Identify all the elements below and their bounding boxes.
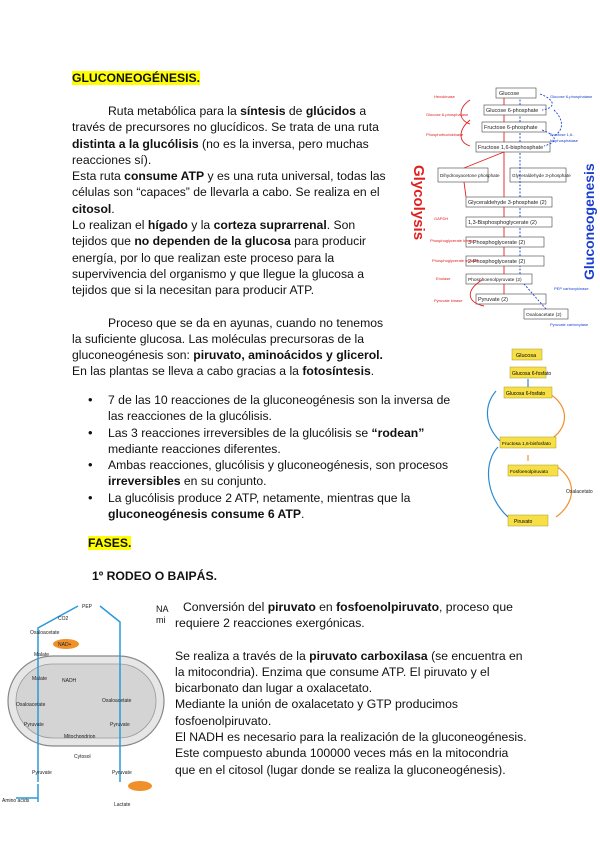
box-label: Piruvato (514, 519, 533, 525)
box-label: Dihydroxyacetone phosphate (440, 173, 500, 178)
box-label: Glucose 6-phosphate (486, 108, 539, 114)
fase1-paragraph-1: Conversión del piruvato en fosfoenolpiruvato, proceso que requiere 2 reacciones exergónicas. (175, 600, 513, 631)
box-label: 1,3-Bisphosphoglycerate (2) (468, 220, 537, 226)
box-label: Pyruvate (2) (478, 297, 508, 303)
list-item: • 7 de las 10 reacciones de la gluconeogénesis son la inversa de las reacciones de la glucólisis. (76, 392, 454, 425)
diagram-label: Pyruvate (112, 770, 132, 776)
fase1-paragraph-4: El NADH es necesario para la realización de la gluconeogénesis. Este compuesto abunda 100000 veces más en la mitocondria que en el citosol (lugar donde se realiza la gluconeogénesis). (175, 730, 527, 777)
svg-text:PEP carboxykinase: PEP carboxykinase (554, 286, 589, 291)
fase1-paragraph-3: Mediante la unión de oxalacetato y GTP producimos fosfoenolpiruvato. (175, 697, 458, 728)
list-item: • Ambas reacciones, glucólisis y gluconeogénesis, son procesos irreversibles en su conjunto. (76, 457, 454, 490)
gluconeogenesis-label: Gluconeogenesis (581, 163, 597, 280)
fase1-paragraph-2: Se realiza a través de la piruvato carboxilasa (se encuentra en la mitocondria). Enzima que consume ATP. El piruvato y el bicarbonato dan lugar a oxalacetato. (175, 648, 523, 696)
side-fragment: NA mi (156, 604, 169, 625)
diagram-label: Oxaloacetate (30, 630, 60, 636)
diagram-label: Pyruvate (24, 722, 44, 728)
svg-text:GAPDH: GAPDH (434, 216, 449, 221)
intro-paragraph-1: Ruta metabólica para la síntesis de glúcidos a través de precursores no glucídicos. Se trata de una ruta distinta a la glucólisis (no es la inversa, pero muchas reacciones sí). (72, 104, 379, 167)
box-label: Glyceraldehyde 3-phosphate (2) (468, 200, 547, 206)
mitochondrion-diagram (2, 598, 172, 808)
svg-text:Enolase: Enolase (436, 276, 451, 281)
diagram-label: Malate (34, 652, 50, 658)
svg-text:Phosphoglycerate mutase: Phosphoglycerate mutase (432, 258, 479, 263)
diagram-label: Lactate (114, 802, 131, 808)
diagram-label: Oxaloacetate (102, 698, 132, 704)
box-label: Fructose 1,6-bisphosphate (478, 145, 544, 151)
box-label: Fructose 6-phosphate (484, 125, 538, 131)
box-label: Glucose (499, 91, 520, 97)
box-label: Fosfoenolpiruvato (510, 470, 549, 475)
intro-section (72, 103, 392, 380)
box-label: 2-Phosphoglycerate (2) (468, 259, 526, 265)
list-item: • Las 3 reacciones irreversibles de la glucólisis se “rodean” mediante reacciones diferentes. (76, 425, 454, 458)
fase1-heading: 1º RODEO O BAIPÁS. (92, 569, 217, 583)
list-item: • La glucólisis produce 2 ATP, netamente, mientras que la gluconeogénesis consume 6 ATP. (76, 490, 454, 523)
svg-text:Pyruvate kinase: Pyruvate kinase (434, 298, 463, 303)
svg-text:Pyruvate carboxylase: Pyruvate carboxylase (550, 322, 589, 327)
box-label: Glucosa 6-fosfato (506, 391, 546, 397)
fases-heading: FASES. (88, 536, 132, 550)
diagram-label: PEP (82, 604, 93, 610)
svg-text:Glucose 6-phosphatase: Glucose 6-phosphatase (550, 94, 593, 99)
bullet-list (76, 392, 454, 522)
intro-paragraph-3: Lo realizan el hígado y la corteza suprarrenal. Son tejidos que no dependen de la glucosa para producir energía, por lo que realizan este proceso para la supervivencia del organismo y que llegue la glucosa a tejidos que si la necesitan para producir ATP. (72, 218, 366, 298)
fase1-section (175, 599, 527, 778)
box-label: Fructosa 1,6-bisfosfato (502, 442, 551, 447)
svg-text:Fructose 1,6-: Fructose 1,6- (550, 132, 574, 137)
svg-text:Phosphofructokinase: Phosphofructokinase (426, 132, 464, 137)
box-label: Glucosa (516, 353, 537, 359)
diagram-label: Malate (32, 676, 48, 682)
diagram-label: CO2 (58, 616, 69, 622)
diagram-label: Pyruvate (32, 770, 52, 776)
diagram-label: Pyruvate (110, 722, 130, 728)
intro-paragraph-4: Proceso que se da en ayunas, cuando no tenemos la suficiente glucosa. Las moléculas precursoras de la gluconeogénesis son: piruvato, aminoácidos y glicerol. En las plantas se lleva a cabo gracias a la fotosíntesis. (72, 315, 384, 379)
box-label: Glucosa 6-fosfato (512, 371, 552, 377)
svg-text:Hexokinase: Hexokinase (434, 94, 455, 99)
diagram-label: Amino acids (2, 798, 30, 804)
svg-text:Glucose 6-phosphatase: Glucose 6-phosphatase (426, 112, 469, 117)
diagram-label: Cytosol (74, 754, 91, 760)
diagram-label: NADH (62, 678, 77, 684)
glycolysis-gluconeogenesis-diagram (404, 80, 600, 330)
svg-text:Phosphoglycerate kinase: Phosphoglycerate kinase (430, 238, 475, 243)
intro-paragraph-2: Esta ruta consume ATP y es una ruta universal, todas las células son “capaces” de llevarla a cabo. Se realiza en el citosol. (72, 169, 386, 216)
diagram-label: NAD+ (58, 642, 72, 648)
svg-text:bisphosphatase: bisphosphatase (550, 138, 579, 143)
box-label: 3-Phosphoglycerate (2) (468, 240, 526, 246)
box-label: Phosphoenolpyruvate (2) (468, 278, 522, 283)
page-title: GLUCONEOGÉNESIS. (72, 71, 200, 85)
cycle-diagram (478, 345, 593, 530)
diagram-label: Mitochondrion (64, 734, 96, 740)
diagram-label: Oxaloacetate (16, 702, 46, 708)
glycolysis-label: Glycolysis (410, 165, 427, 241)
box-label: Oxaloacetate (2) (526, 313, 562, 318)
box-label: Glyceraldehyde 3-phosphate (512, 173, 571, 178)
box-label: Oxalacetato (566, 489, 593, 495)
